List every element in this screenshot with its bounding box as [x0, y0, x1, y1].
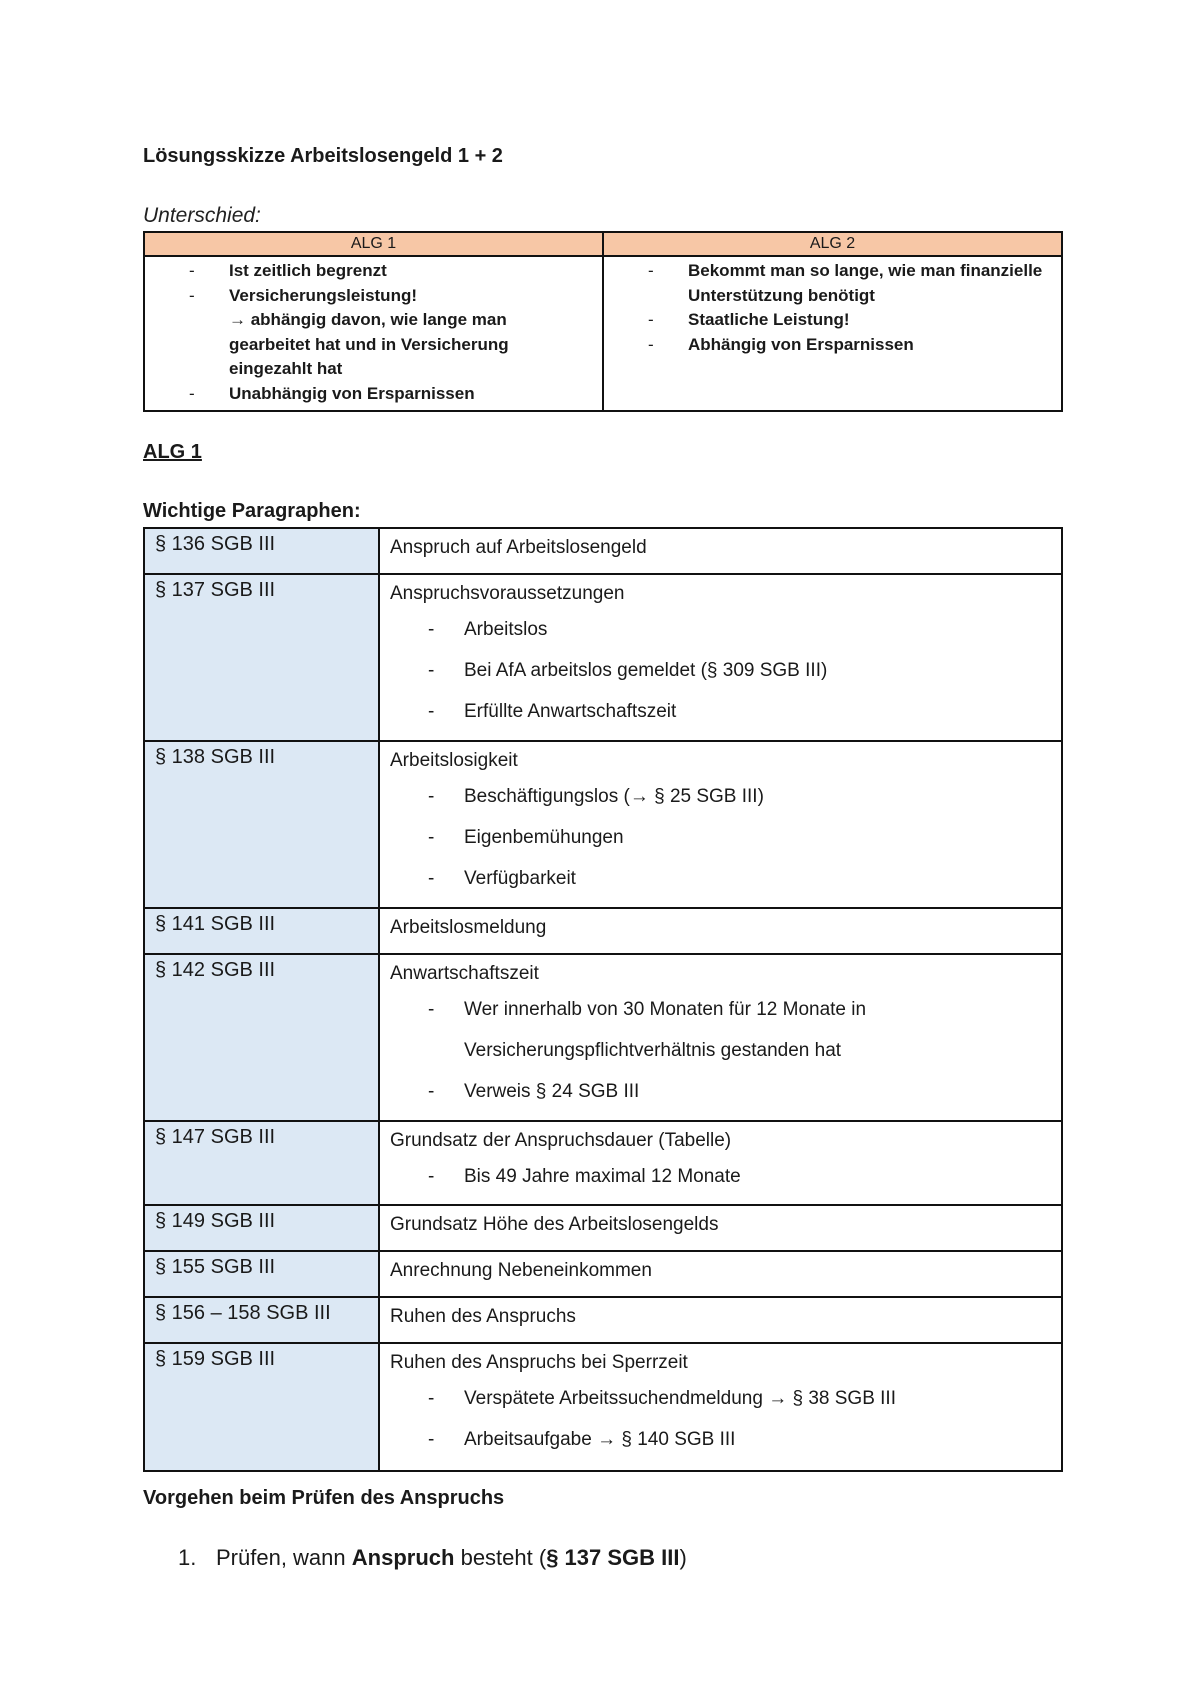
paragraph-item-text: Bei AfA arbeitslos gemeldet (§ 309 SGB III) [464, 660, 828, 681]
comparison-header-alg1: ALG 1 [144, 232, 603, 256]
paragraph-section: § 138 SGB III [144, 741, 379, 908]
paragraph-content [379, 1251, 1062, 1297]
bullet-dash: - [428, 701, 435, 722]
step-1 [178, 1545, 687, 1571]
paragraph-item-text: Verweis § 24 SGB III [464, 1081, 640, 1102]
paragraph-title: Arbeitslosmeldung [390, 917, 547, 938]
list-item: - Versicherungsleistung! [153, 284, 594, 309]
step-text-bold: Anspruch [351, 1545, 455, 1570]
table-row [144, 954, 1062, 1121]
paragraph-content [379, 1205, 1062, 1251]
paragraph-title: Grundsatz der Anspruchsdauer (Tabelle) [390, 1130, 732, 1151]
paragraph-item-text: Arbeitsaufgabe → § 140 SGB III [464, 1429, 736, 1450]
paragraph-content [379, 1297, 1062, 1343]
list-item: - Staatliche Leistung! [612, 308, 1053, 333]
bullet-dash: - [428, 619, 435, 640]
paragraph-section: § 136 SGB III [144, 528, 379, 574]
paragraph-title: Anwartschaftszeit [390, 963, 539, 984]
paragraph-item [390, 609, 1051, 650]
paragraph-item [390, 989, 1051, 1030]
list-item: gearbeitet hat und in Versicherung [229, 334, 509, 354]
unterschied-label: Unterschied: [143, 204, 261, 227]
comparison-table [143, 231, 1063, 412]
paragraph-title: Anrechnung Nebeneinkommen [390, 1260, 652, 1281]
paragraph-section: § 155 SGB III [144, 1251, 379, 1297]
paragraph-item-text: Versicherungspflichtverhältnis gestanden hat [464, 1040, 842, 1061]
list-item: → abhängig davon, wie lange man [229, 310, 507, 329]
bullet-dash: - [428, 1388, 435, 1409]
paragraph-section: § 142 SGB III [144, 954, 379, 1121]
paragraph-item [390, 1419, 1051, 1460]
paragraph-item-text: Eigenbemühungen [464, 827, 624, 848]
paragraph-section: § 141 SGB III [144, 908, 379, 954]
table-row [144, 741, 1062, 908]
paragraph-content [379, 574, 1062, 741]
paragraph-item-text: Verspätete Arbeitssuchendmeldung → § 38 SGB III [464, 1388, 896, 1409]
paragraph-item-text: Bis 49 Jahre maximal 12 Monate [464, 1166, 741, 1187]
paragraph-section: § 159 SGB III [144, 1343, 379, 1471]
paragraph-item [390, 1071, 1051, 1112]
paragraph-item [390, 1156, 1051, 1197]
table-row [144, 1251, 1062, 1297]
paragraph-item-text: Verfügbarkeit [464, 868, 576, 889]
bullet-dash: - [428, 868, 435, 889]
table-row [144, 1205, 1062, 1251]
paragraph-item [390, 858, 1051, 899]
bullet-dash: - [428, 786, 435, 807]
step-text-ref: § 137 SGB III [546, 1545, 680, 1570]
list-item: Unterstützung benötigt [688, 285, 875, 305]
section-heading-alg1: ALG 1 [143, 441, 202, 463]
bullet-dash: - [428, 827, 435, 848]
comparison-cell-alg2 [603, 256, 1062, 411]
paragraph-content [379, 908, 1062, 954]
step-text-prefix: Prüfen, wann [216, 1545, 346, 1570]
paragraph-item [390, 691, 1051, 732]
step-number: 1. [178, 1545, 197, 1570]
bullet-dash: - [428, 999, 435, 1020]
paragraph-content [379, 1343, 1062, 1471]
paragraph-title: Grundsatz Höhe des Arbeitslosengelds [390, 1214, 719, 1235]
table-row [144, 1121, 1062, 1205]
bullet-dash: - [428, 1429, 435, 1450]
table-row [144, 574, 1062, 741]
paragraph-title: Anspruchsvoraussetzungen [390, 583, 625, 604]
paragraph-item [390, 817, 1051, 858]
paragraph-title: Arbeitslosigkeit [390, 750, 518, 771]
paragraph-item-text: Arbeitslos [464, 619, 548, 640]
table-row [144, 1343, 1062, 1471]
paragraphs-table [143, 527, 1063, 1472]
table-row [144, 908, 1062, 954]
section-heading-vorgehen: Vorgehen beim Prüfen des Anspruchs [143, 1487, 505, 1509]
step-text-middle: besteht ( [460, 1545, 547, 1570]
paragraph-item [390, 776, 1051, 817]
comparison-header-alg2: ALG 2 [603, 232, 1062, 256]
paragraph-section: § 156 – 158 SGB III [144, 1297, 379, 1343]
bullet-dash: - [428, 1166, 435, 1187]
paragraph-item [390, 650, 1051, 691]
paragraph-section: § 149 SGB III [144, 1205, 379, 1251]
paragraph-content [379, 741, 1062, 908]
table-row [144, 528, 1062, 574]
paragraph-section: § 147 SGB III [144, 1121, 379, 1205]
paragraph-item-text: Wer innerhalb von 30 Monaten für 12 Monate in [464, 999, 867, 1020]
paragraph-title: Ruhen des Anspruchs bei Sperrzeit [390, 1352, 688, 1373]
paragraph-content [379, 954, 1062, 1121]
list-item: - Unabhängig von Ersparnissen [153, 382, 594, 407]
table-row [144, 1297, 1062, 1343]
paragraph-content [379, 1121, 1062, 1205]
paragraph-item [390, 1030, 1051, 1071]
paragraph-content [379, 528, 1062, 574]
document-title: Lösungsskizze Arbeitslosengeld 1 + 2 [143, 145, 503, 167]
step-text-suffix: ) [679, 1545, 687, 1570]
list-item: - Abhängig von Ersparnissen [612, 333, 1053, 358]
paragraph-title: Ruhen des Anspruchs [390, 1306, 576, 1327]
list-item: - Bekommt man so lange, wie man finanzielle [612, 259, 1053, 284]
section-heading-paragraphs: Wichtige Paragraphen: [143, 500, 361, 522]
paragraph-title: Anspruch auf Arbeitslosengeld [390, 537, 647, 558]
bullet-dash: - [428, 660, 435, 681]
paragraph-item-text: Beschäftigungslos (→ § 25 SGB III) [464, 786, 764, 807]
paragraph-section: § 137 SGB III [144, 574, 379, 741]
paragraph-item [390, 1378, 1051, 1419]
list-item: - Ist zeitlich begrenzt [153, 259, 594, 284]
paragraph-item-text: Erfüllte Anwartschaftszeit [464, 701, 677, 722]
bullet-dash: - [428, 1081, 435, 1102]
list-item: eingezahlt hat [229, 359, 343, 378]
comparison-cell-alg1 [144, 256, 603, 411]
